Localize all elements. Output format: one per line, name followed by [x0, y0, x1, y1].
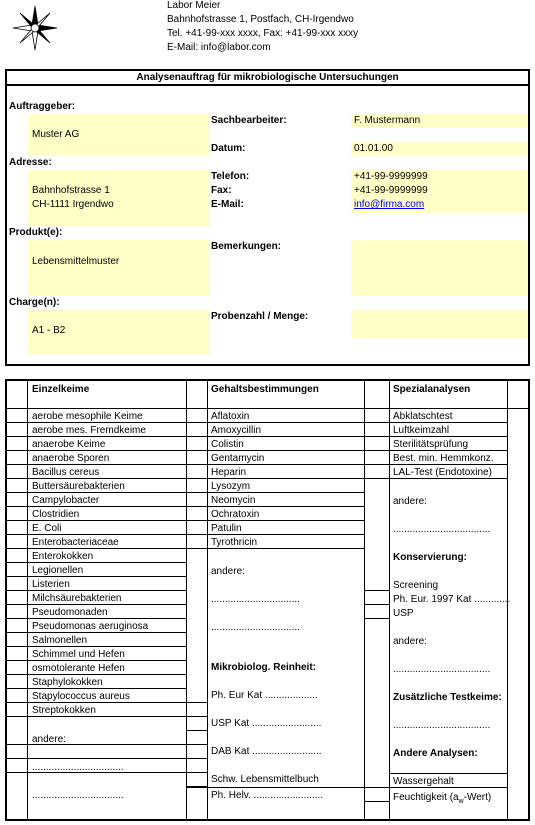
analysis-table: [5, 379, 530, 821]
lab-address: Bahnhofstrasse 1, Postfach, CH-Irgendwo: [167, 14, 354, 25]
list-item: Salmonellen: [32, 635, 88, 646]
email-label: E-Mail:: [211, 199, 244, 210]
checkbox-col3-4[interactable]: [365, 465, 389, 479]
col3-konservierung: Konservierung:: [393, 552, 467, 563]
list-item: LAL-Test (Endotoxine): [393, 467, 492, 478]
col2-dab: DAB Kat .........................: [211, 746, 322, 757]
list-item: Gentamycin: [211, 453, 265, 464]
list-item: Ochratoxin: [211, 509, 260, 520]
datum-label: Datum:: [211, 143, 246, 154]
checkbox-col1-17[interactable]: [7, 647, 27, 661]
checkbox-col1-10[interactable]: [7, 549, 27, 563]
order-form-box: [5, 69, 530, 366]
checkbox-col1-1[interactable]: [7, 423, 27, 437]
list-item: Enterokokken: [32, 551, 94, 562]
col3-dots-2: ...................................: [393, 664, 491, 675]
list-item: Milchsäurebakterien: [32, 593, 122, 604]
list-item: osmotolerante Hefen: [32, 663, 125, 674]
header-spezialanalysen: Spezialanalysen: [393, 384, 471, 395]
produkt-field[interactable]: [28, 240, 210, 296]
list-item: Abklatschtest: [393, 411, 453, 422]
list-item: Patulin: [211, 523, 242, 534]
list-item: Sterilitätsprüfung: [393, 439, 469, 450]
lab-phone: Tel. +41-99-xxx xxxx, Fax: +41-99-xxx xxxy: [167, 28, 359, 39]
list-item: aerobe mes. Fremdkeime: [32, 425, 146, 436]
col2-dots-2: ................................: [211, 622, 300, 633]
produkt-label: Produkt(e):: [9, 227, 63, 238]
checkbox-col1-20[interactable]: [7, 689, 27, 703]
adresse-field[interactable]: [28, 170, 210, 226]
checkbox-col1-11[interactable]: [7, 563, 27, 577]
checkbox-col2-3[interactable]: [187, 451, 207, 465]
probenzahl-field[interactable]: [351, 310, 528, 338]
checkbox-col1-8[interactable]: [7, 521, 27, 535]
col2-reinheit: Mikrobiolog. Reinheit:: [211, 662, 316, 673]
col3-dots-3: ...................................: [393, 720, 491, 731]
col2-pheur: Ph. Eur Kat ...................: [211, 690, 318, 701]
checkbox-col1-12[interactable]: [7, 577, 27, 591]
produkt-value: Lebensmittelmuster: [32, 256, 120, 267]
form-title: Analysenauftrag für mikrobiologische Untersuchungen: [7, 71, 528, 86]
col3-pheur: Ph. Eur. 1997 Kat .............: [393, 594, 511, 605]
col2-usp: USP Kat .........................: [211, 718, 322, 729]
list-item: Enterobacteriaceae: [32, 537, 119, 548]
checkbox-col2-4[interactable]: [187, 465, 207, 479]
checkbox-col2-7[interactable]: [187, 507, 207, 521]
checkbox-col2-9[interactable]: [187, 535, 207, 549]
list-item: Best. min. Hemmkonz.: [393, 453, 494, 464]
adresse-label: Adresse:: [9, 157, 52, 168]
adresse-line2: CH-1111 Irgendwo: [32, 199, 114, 210]
col3-usp: USP: [393, 608, 414, 619]
fax-label: Fax:: [211, 185, 232, 196]
list-item: Bacillus cereus: [32, 467, 100, 478]
adresse-line1: Bahnhofstrasse 1: [32, 185, 110, 196]
col3-andere-1: andere:: [393, 496, 427, 507]
checkbox-col3-0[interactable]: [365, 409, 389, 423]
checkbox-col1-19[interactable]: [7, 675, 27, 689]
list-item: Staphylokokken: [32, 677, 103, 688]
probenzahl-label: Probenzahl / Menge:: [211, 311, 309, 322]
col2-dots-1: ................................: [211, 594, 300, 605]
col2-andere: andere:: [211, 566, 245, 577]
col3-zusaetzliche-testkeime: Zusätzliche Testkeime:: [393, 692, 502, 703]
list-item: Amoxycillin: [211, 425, 262, 436]
col3-screening: Screening: [393, 580, 439, 591]
list-item: Stapylococcus aureus: [32, 691, 130, 702]
col2-phhelv: Ph. Helv. .........................: [211, 790, 324, 801]
col2-schw: Schw. Lebensmittelbuch: [211, 774, 319, 785]
list-item: Tyrothricin: [211, 537, 258, 548]
checkbox-col2-6[interactable]: [187, 493, 207, 507]
checkbox-col3-1[interactable]: [365, 423, 389, 437]
list-item: Aflatoxin: [211, 411, 250, 422]
checkbox-col1-18[interactable]: [7, 661, 27, 675]
list-item: Colistin: [211, 439, 244, 450]
col3-dots-1: ...................................: [393, 524, 491, 535]
col3-andere-2: andere:: [393, 636, 427, 647]
list-item: Clostridien: [32, 509, 80, 520]
checkbox-col1-9[interactable]: [7, 535, 27, 549]
bemerkungen-label: Bemerkungen:: [211, 241, 282, 252]
checkbox-col1-15[interactable]: [7, 619, 27, 633]
checkbox-col1-16[interactable]: [7, 633, 27, 647]
list-item: Pseudomonaden: [32, 607, 108, 618]
sachbearbeiter-label: Sachbearbeiter:: [211, 115, 287, 126]
checkbox-col3-2[interactable]: [365, 437, 389, 451]
header-gehaltsbestimmungen: Gehaltsbestimmungen: [211, 384, 319, 395]
list-item: Schimmel und Hefen: [32, 649, 125, 660]
checkbox-col2-2[interactable]: [187, 437, 207, 451]
list-item: Heparin: [211, 467, 247, 478]
checkbox-col1-14[interactable]: [7, 605, 27, 619]
checkbox-col1-3[interactable]: [7, 451, 27, 465]
checkbox-col2-5[interactable]: [187, 479, 207, 493]
list-item: anaerobe Sporen: [32, 453, 110, 464]
checkbox-col1-5[interactable]: [7, 479, 27, 493]
list-item: Luftkeimzahl: [393, 425, 450, 436]
checkbox-col2-8[interactable]: [187, 521, 207, 535]
bemerkungen-field[interactable]: [351, 240, 528, 296]
list-item: Lysozym: [211, 481, 251, 492]
list-item: Buttersäurebakterien: [32, 481, 125, 492]
sachbearbeiter-value: F. Mustermann: [354, 115, 421, 126]
col1-dots-2: .................................: [32, 790, 124, 801]
checkbox-col1-13[interactable]: [7, 591, 27, 605]
datum-value: 01.01.00: [354, 143, 393, 154]
list-item: Campylobacter: [32, 495, 100, 506]
checkbox-col1-4[interactable]: [7, 465, 27, 479]
fax-value: +41-99-9999999: [354, 185, 428, 196]
list-item: Legionellen: [32, 565, 84, 576]
list-item: E. Coli: [32, 523, 62, 534]
auftraggeber-value: Muster AG: [32, 129, 80, 140]
lab-name: Labor Meier: [167, 0, 221, 11]
list-item: anaerobe Keime: [32, 439, 106, 450]
col3-wassergehalt: Wassergehalt: [393, 776, 454, 787]
checkbox-col1-21[interactable]: [7, 703, 27, 717]
checkbox-col2-1[interactable]: [187, 423, 207, 437]
checkbox-col2-0[interactable]: [187, 409, 207, 423]
checkbox-col1-6[interactable]: [7, 493, 27, 507]
header-einzelkeime: Einzelkeime: [32, 384, 90, 395]
col1-andere: andere:: [32, 734, 66, 745]
list-item: Listerien: [32, 579, 70, 590]
charge-label: Charge(n):: [9, 297, 60, 308]
col3-feuchtigkeit: Feuchtigkeit $(a_w-Wert)$: [393, 792, 492, 805]
list-item: Pseudomonas aeruginosa: [32, 621, 149, 632]
checkbox-col1-0[interactable]: [7, 409, 27, 423]
charge-value: A1 - B2: [32, 325, 66, 336]
compass-logo-icon: [12, 5, 58, 51]
checkbox-col1-7[interactable]: [7, 507, 27, 521]
telefon-label: Telefon:: [211, 171, 250, 182]
list-item: aerobe mesophile Keime: [32, 411, 143, 422]
auftraggeber-label: Auftraggeber:: [9, 101, 76, 112]
email-link[interactable]: info@firma.com: [354, 199, 425, 210]
list-item: Neomycin: [211, 495, 256, 506]
list-item: Streptokokken: [32, 705, 96, 716]
col1-dots-1: .................................: [32, 762, 124, 773]
lab-email: E-Mail: info@labor.com: [167, 42, 271, 53]
col3-andere-analysen: Andere Analysen:: [393, 748, 478, 759]
checkbox-col1-2[interactable]: [7, 437, 27, 451]
checkbox-col3-3[interactable]: [365, 451, 389, 465]
telefon-value: +41-99-9999999: [354, 171, 428, 182]
